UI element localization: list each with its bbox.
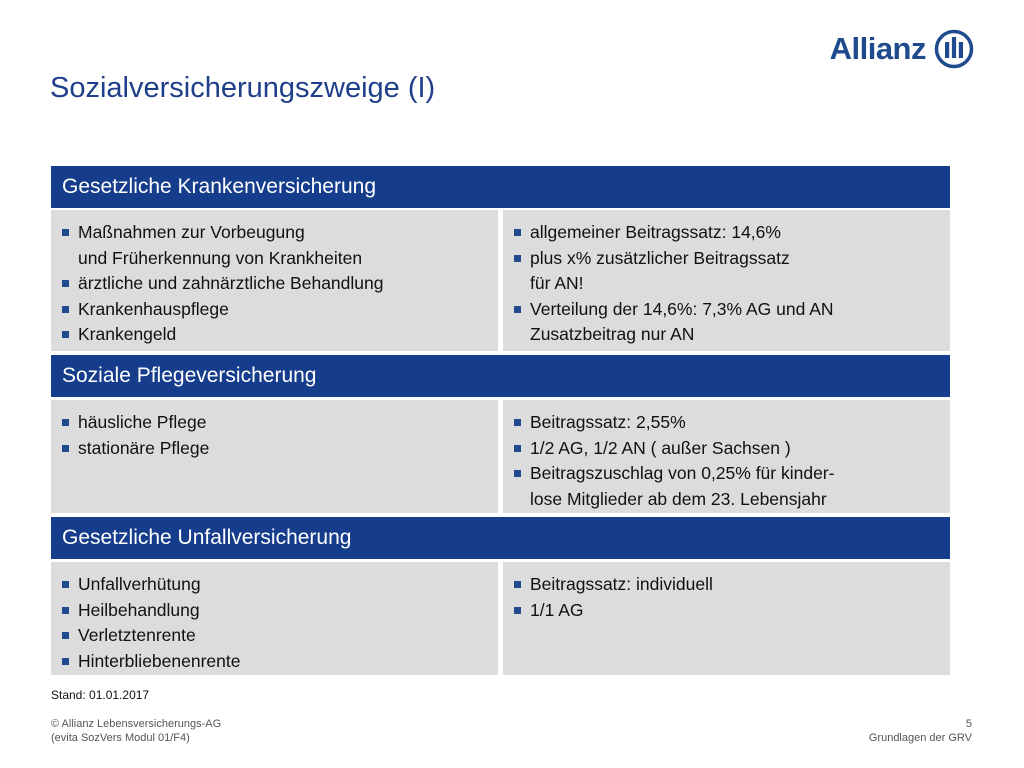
list-item: Krankenhauspflege [61, 297, 488, 323]
page-title: Sozialversicherungszweige (I) [50, 72, 436, 104]
krankenversicherung-beitrag [503, 210, 950, 351]
module-text: (evita SozVers Modul 01/F4) [51, 732, 190, 744]
stand-date: Stand: 01.01.2017 [51, 688, 150, 702]
pflegeversicherung-beitrag [503, 400, 950, 513]
unfallversicherung-leistungen [51, 562, 498, 675]
krankenversicherung-leistungen [51, 210, 498, 351]
list-item: häusliche Pflege [61, 410, 488, 436]
list-item: plus x% zusätzlicher Beitragssatz für AN! [513, 246, 940, 297]
section-header-pflegeversicherung: Soziale Pflegeversicherung [51, 355, 950, 397]
list-item: 1/1 AG [513, 598, 940, 624]
allianz-eagle-icon [934, 29, 974, 69]
page-number: 5 [965, 718, 972, 730]
list-item: Beitragssatz: 2,55% [513, 410, 940, 436]
list-item: Verteilung der 14,6%: 7,3% AG und AN Zusatzbeitrag nur AN [513, 297, 940, 348]
section-header-krankenversicherung: Gesetzliche Krankenversicherung [51, 166, 950, 208]
list-item: Heilbehandlung [61, 598, 488, 624]
pflegeversicherung-leistungen [51, 400, 498, 513]
section-header-unfallversicherung: Gesetzliche Unfallversicherung [51, 517, 950, 559]
list-item: Maßnahmen zur Vorbeugung und Früherkennung von Krankheiten [61, 220, 488, 271]
list-item: Hinterbliebenenrente [61, 649, 488, 675]
unfallversicherung-beitrag [503, 562, 950, 675]
list-item: Unfallverhütung [61, 572, 488, 598]
footer-copyright [51, 717, 221, 745]
copyright-text: © Allianz Lebensversicherungs-AG [51, 718, 222, 730]
list-item: Krankengeld [61, 322, 488, 348]
list-item: Beitragszuschlag von 0,25% für kinder- lose Mitglieder ab dem 23. Lebensjahr [513, 461, 940, 512]
list-item: Verletztenrente [61, 623, 488, 649]
list-item: 1/2 AG, 1/2 AN ( außer Sachsen ) [513, 436, 940, 462]
list-item: Beitragssatz: individuell [513, 572, 940, 598]
footer-page-info [869, 717, 972, 745]
logo-wordmark: Allianz [829, 31, 926, 66]
list-item: allgemeiner Beitragssatz: 14,6% [513, 220, 940, 246]
footer-topic: Grundlagen der GRV [868, 732, 972, 744]
list-item: ärztliche und zahnärztliche Behandlung [61, 271, 488, 297]
list-item: stationäre Pflege [61, 436, 488, 462]
allianz-logo [830, 28, 974, 70]
